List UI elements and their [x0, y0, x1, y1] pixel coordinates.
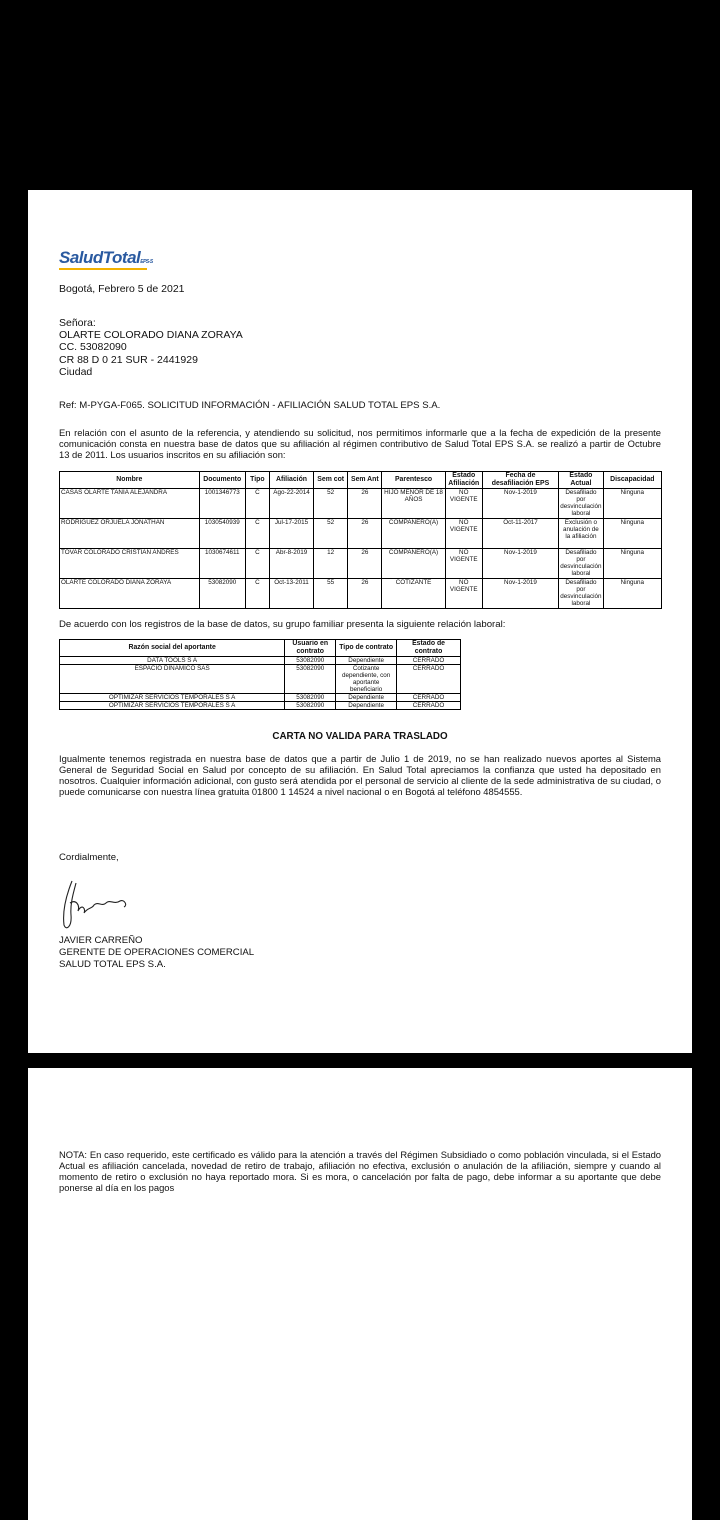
table-row	[60, 694, 461, 702]
table-cell: 52	[314, 519, 348, 549]
column-header: Tipo de contrato	[336, 640, 397, 657]
closing-paragraph: Igualmente tenemos registrada en nuestra base de datos que a partir de Julio 1 de 2019, no se han realizado nuevos aportes al Sistema General de Seguridad Social en Salud por concepto de su afiliación. En Salud Total apreciamos la confianza que usted ha depositado en nosotros. Cualquier información adicional, con gusto será atendida por el personal de servicio al cliente de la sede administrativa de su ciudad, o puede comunicarse con nuestra línea gratuita 01800 1 14524 a nivel nacional o en Bogotá al teléfono 4854555.	[59, 753, 661, 797]
reference-line: Ref: M-PYGA-F065. SOLICITUD INFORMACIÓN - AFILIACIÓN SALUD TOTAL EPS S.A.	[59, 400, 441, 411]
column-header: Estado Afiliación	[445, 472, 482, 489]
table-cell: Jul-17-2015	[269, 519, 313, 549]
signer-title: GERENTE DE OPERACIONES COMERCIAL	[59, 947, 255, 958]
table-cell: 26	[348, 579, 382, 609]
column-header: Estado Actual	[559, 472, 603, 489]
table-cell: RODRIGUEZ ORJUELA JONATHAN	[60, 519, 200, 549]
intro-paragraph: En relación con el asunto de la referencia, y atendiendo su solicitud, nos permitimos informarle que a la fecha de expedición de la presente comunicación consta en nuestra base de datos que su afiliación al régimen contributivo de Salud Total EPS S.A. se realizó a partir de Octubre 13 de 2011. Los usuarios inscritos en su afiliación son:	[59, 427, 661, 460]
table-cell: Abr-8-2019	[269, 549, 313, 579]
table-cell: CERRADO	[397, 657, 461, 665]
table-cell: COTIZANTE	[382, 579, 445, 609]
table-cell: OPTIMIZAR SERVICIOS TEMPORALES S A	[60, 702, 285, 710]
letter-page-2	[28, 1068, 692, 1520]
table-cell: NO VIGENTE	[445, 549, 482, 579]
table-cell: Ninguna	[603, 519, 661, 549]
column-header: Usuario en contrato	[285, 640, 336, 657]
table-cell: Exclusión o anulación de la afiliación	[559, 519, 603, 549]
table-cell: Cotizante dependiente, con aportante beneficiario	[336, 665, 397, 694]
table-cell: 1001346773	[199, 489, 245, 519]
table-cell: 26	[348, 519, 382, 549]
family-affiliation-table	[59, 471, 662, 609]
table-cell: 55	[314, 579, 348, 609]
table-cell: Dependiente	[336, 694, 397, 702]
table-row	[60, 657, 461, 665]
table-cell: Desafiliado por desvinculación laboral	[560, 489, 602, 517]
valediction: Cordialmente,	[59, 852, 119, 863]
table-cell: OLARTE COLORADO DIANA ZORAYA	[60, 579, 200, 609]
table-cell: CERRADO	[397, 665, 461, 694]
recipient-name: OLARTE COLORADO DIANA ZORAYA	[59, 329, 243, 342]
table-cell: 53082090	[285, 665, 336, 694]
table-row	[60, 489, 662, 519]
table-cell: Desafiliado por desvinculación laboral	[560, 549, 602, 577]
column-header: Razón social del aportante	[60, 640, 285, 657]
table-cell: NO VIGENTE	[445, 489, 482, 519]
logo-underline	[59, 268, 147, 270]
footnote: NOTA: En caso requerido, este certificado es válido para la atención a través del Régimen Subsidiado o como población vinculada, si el Estado Actual es afiliación cancelada, novedad de retiro de trabajo, afiliación no efectiva, exclusión o anulación de la afiliación, siempre y cuando al momento de retiro o exclusión no haya reportado mora. Si es mora, o cancelación por falta de pago, debe informar a su aportante que debe ponerse al día en los pagos	[59, 1149, 661, 1193]
letter-date: Bogotá, Febrero 5 de 2021	[59, 283, 185, 295]
table-cell: Dependiente	[336, 657, 397, 665]
labor-intro: De acuerdo con los registros de la base de datos, su grupo familiar presenta la siguiente relación laboral:	[59, 619, 506, 630]
table-cell: 12	[314, 549, 348, 579]
table-cell: C	[245, 579, 269, 609]
table-cell: TOVAR COLORADO CRISTIAN ANDRES	[60, 549, 200, 579]
signature-image	[58, 875, 138, 940]
table-cell: DATA TOOLS S A	[60, 657, 285, 665]
recipient-city: Ciudad	[59, 365, 93, 378]
salud-total-logo: SaludTotalEPS-S	[59, 248, 153, 267]
family-table-header	[60, 472, 662, 489]
column-header: Fecha de desafiliación EPS	[482, 472, 558, 489]
column-header: Parentesco	[382, 472, 445, 489]
table-cell: Ninguna	[603, 549, 661, 579]
column-header: Tipo	[245, 472, 269, 489]
table-cell: 52	[314, 489, 348, 519]
table-cell: 1030540939	[199, 519, 245, 549]
table-cell: C	[245, 519, 269, 549]
notice-title: CARTA NO VALIDA PARA TRASLADO	[272, 731, 448, 742]
column-header: Afiliación	[269, 472, 313, 489]
table-cell: NO VIGENTE	[445, 579, 482, 609]
column-header: Sem Ant	[348, 472, 382, 489]
table-cell: NO VIGENTE	[445, 519, 482, 549]
column-header: Documento	[199, 472, 245, 489]
table-cell: HIJO MENOR DE 18 AÑOS	[382, 489, 445, 519]
labor-relation-table	[59, 639, 461, 710]
table-cell: Desafiliado por desvinculación laboral	[560, 579, 602, 607]
table-cell: Oct-13-2011	[269, 579, 313, 609]
table-cell: Dependiente	[336, 702, 397, 710]
table-row	[60, 579, 662, 609]
recipient-block	[59, 317, 243, 378]
table-row	[60, 549, 662, 579]
table-cell: CERRADO	[397, 694, 461, 702]
column-header: Discapacidad	[603, 472, 661, 489]
signer-block	[59, 935, 254, 971]
table-cell: C	[245, 489, 269, 519]
table-cell: ESPACIO DINAMICO SAS	[60, 665, 285, 694]
table-cell: C	[245, 549, 269, 579]
table-cell: CASAS OLARTE TANIA ALEJANDRA	[60, 489, 200, 519]
table-cell: COMPAÑERO(A)	[382, 549, 445, 579]
table-cell: Ago-22-2014	[269, 489, 313, 519]
table-cell: 26	[348, 489, 382, 519]
column-header: Estado de contrato	[397, 640, 461, 657]
signer-name: JAVIER CARREÑO	[59, 935, 143, 946]
table-cell: 26	[348, 549, 382, 579]
recipient-address: CR 88 D 0 21 SUR - 2441929	[59, 353, 198, 366]
table-cell: Ninguna	[603, 489, 661, 519]
table-cell: Oct-11-2017	[482, 519, 558, 549]
recipient-id: CC. 53082090	[59, 341, 127, 354]
table-cell: 53082090	[199, 579, 245, 609]
table-row	[60, 519, 662, 549]
column-header: Nombre	[60, 472, 200, 489]
table-row	[60, 702, 461, 710]
table-cell: 53082090	[285, 702, 336, 710]
table-cell: Nov-1-2019	[482, 549, 558, 579]
column-header: Sem cot	[314, 472, 348, 489]
recipient-salutation: Señora:	[59, 317, 96, 329]
table-cell: CERRADO	[397, 702, 461, 710]
table-row	[60, 665, 461, 694]
table-cell: COMPAÑERO(A)	[382, 519, 445, 549]
table-cell: Nov-1-2019	[482, 579, 558, 609]
table-cell: Ninguna	[603, 579, 661, 609]
signer-company: SALUD TOTAL EPS S.A.	[59, 959, 166, 970]
table-cell: Nov-1-2019	[482, 489, 558, 519]
letter-page-1	[28, 190, 692, 1053]
table-cell: OPTIMIZAR SERVICIOS TEMPORALES S A	[60, 694, 285, 702]
table-cell: 1030674611	[199, 549, 245, 579]
table-cell: 53082090	[285, 657, 336, 665]
table-cell: 53082090	[285, 694, 336, 702]
labor-table-header	[60, 640, 461, 657]
